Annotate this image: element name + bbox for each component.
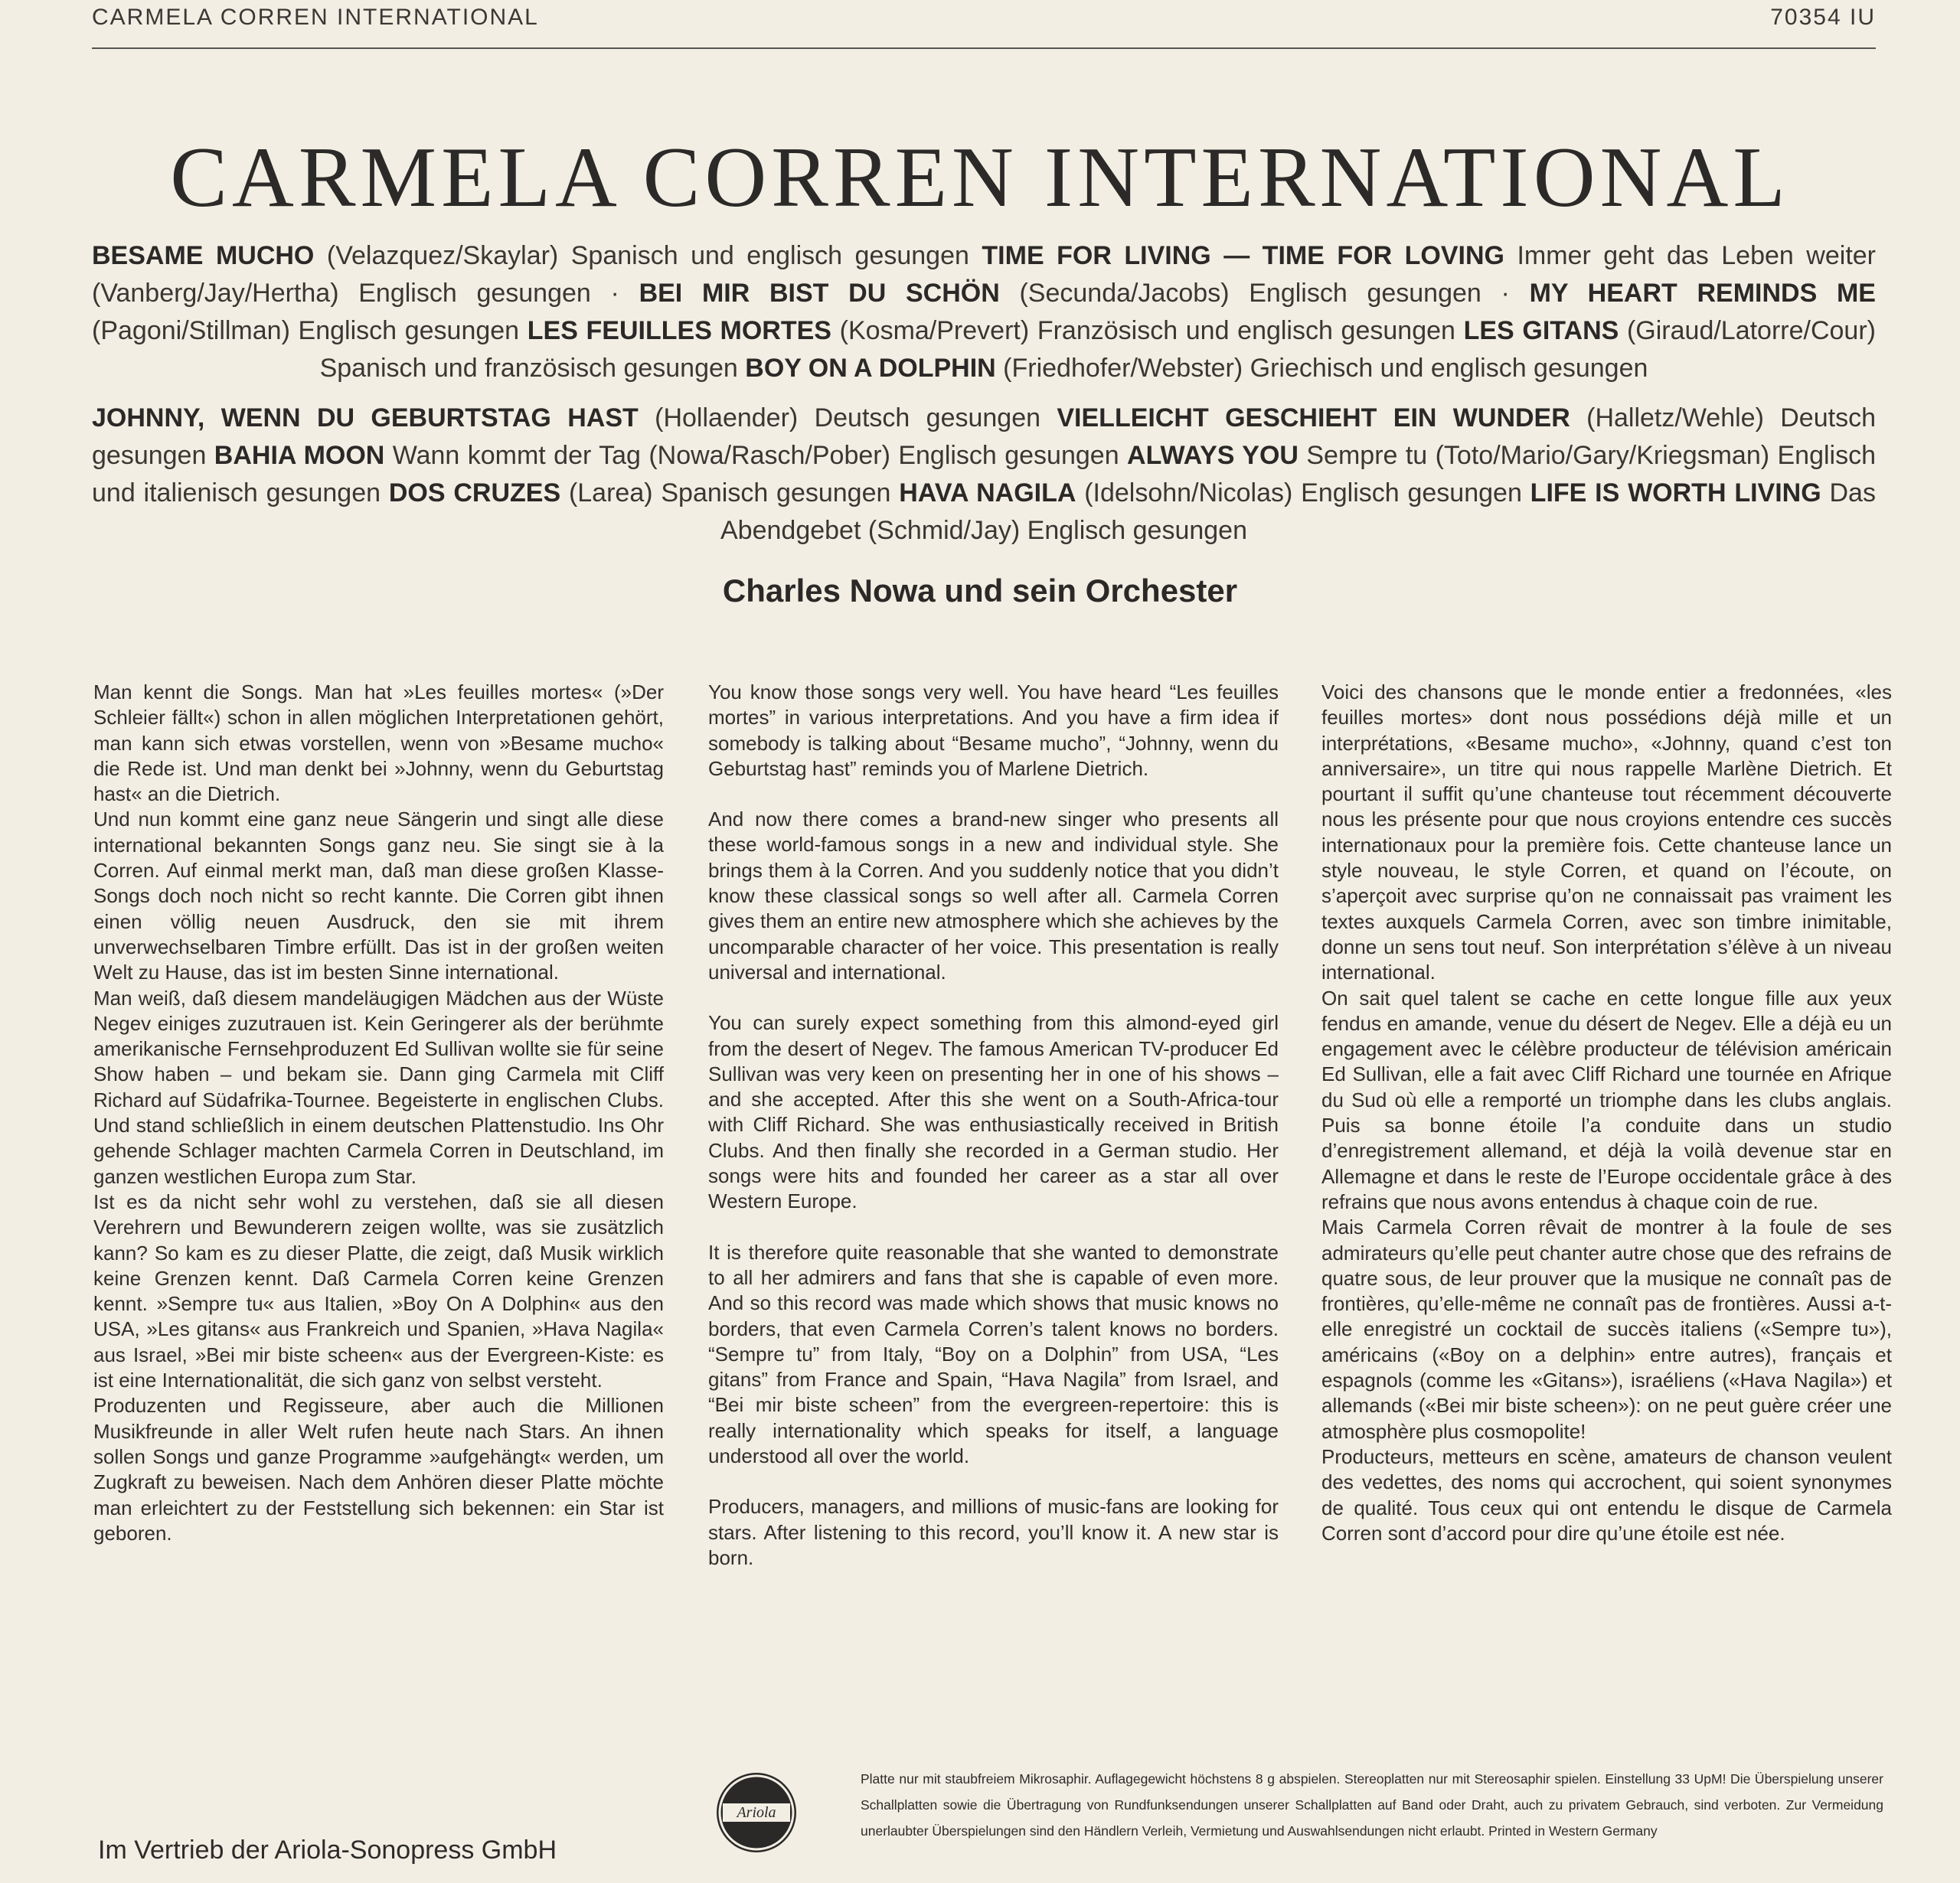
track-item [92,403,1057,432]
track-group-1 [92,237,1876,387]
track-title: MY HEART REMINDS ME [1529,279,1876,308]
liner-notes-german [93,680,664,1546]
liner-paragraph: Ist es da nicht sehr wohl zu verstehen, daß sie all diesen Verehrern und Bewunderern zeigen wollte, was sie zusätzlich kann? So kam es zu dieser Platte, die zeigt, daß Musik wirklich keine Grenzen kennt. Daß Carmela Corren keine Grenzen kennt. »Sempre tu« aus Italien, »Boy On A Dolphin« aus den USA, »Les gitans« aus Frankreich und Spanien, »Hava Nagila« aus Israel, »Bei mir biste scheen« aus der Evergreen-Kiste: es ist eine Internationalität, die sich ganz von selbst versteht. [93,1190,664,1392]
track-title: BOY ON A DOLPHIN [745,354,996,383]
track-credit: Wann kommt der Tag (Nowa/Rasch/Pober) Englisch gesungen [384,441,1128,470]
album-title: CARMELA CORREN INTERNATIONAL [170,130,1790,225]
track-title: JOHNNY, WENN DU GEBURTSTAG HAST [92,403,639,432]
track-group-2 [92,400,1876,550]
liner-paragraph: Mais Carmela Corren rêvait de montrer à la foule de ses admirateurs qu’elle peut chanter autre chose que des refrains de quatre sous, de leur prouver que la musique ne connaît pas de frontières, qu’elle-même ne connaît pas de frontières. Aussi a-t-elle enregistré un cocktail de succès italiens («Sempre tu»), américains («Boy on a delphin» entre autres), français et espagnols (comme les «Gitans»), israéliens («Hava Nagila») et allemands («Bei mir biste scheen»): on ne peut guère créer une atmosphère plus cosmopolite! [1321,1216,1892,1443]
track-item [639,279,1501,308]
track-credit: (Larea) Spanisch gesungen [560,478,900,507]
track-credit: Sempre tu (Toto/Mario/Gary/Kriegsman) Englisch und italienisch gesungen [92,441,1876,507]
track-item [389,478,899,507]
liner-paragraph: It is therefore quite reasonable that she wanted to demonstrate to all her admirers and fans that she is capable of even more. And so this record was made which shows that music knows no borders, that even Carmela Corren’s talent knows no borders. “Sempre tu” from Italy, “Boy on a Dolphin” from USA, “Les gitans” from France and Spain, “Hava Nagila” from Israel, and “Bei mir biste scheen” from the evergreen-repertoire: this is really internationality which speaks for itself, a language understood all over the world. [708,1240,1279,1468]
liner-paragraph: Man weiß, daß diesem mandeläugigen Mädchen aus der Wüste Negev einiges zuzutrauen ist. Kein Geringerer als der berühmte amerikanische Fernsehproduzent Ed Sullivan wollte sie für seine Show haben – und bekam sie. Dann ging Carmela mit Cliff Richard auf Südafrika-Tournee. Begeisterte in englischen Clubs. Und stand schließlich in einem deutschen Plattenstudio. Ins Ohr gehende Schlager machten Carmela Corren in Deutschland, im ganzen westlichen Europa zum Star. [93,986,664,1188]
liner-notes-french [1321,680,1892,1546]
track-title: BEI MIR BIST DU SCHÖN [639,279,1000,308]
track-title: LIFE IS WORTH LIVING [1530,478,1821,507]
track-credit: Immer geht das Leben weiter (Vanberg/Jay/Hertha) Englisch gesungen [92,241,1877,308]
liner-paragraph: Man kennt die Songs. Man hat »Les feuilles mortes« (»Der Schleier fällt«) schon in allen möglichen Interpretationen gehört, man kann sich etwas vorstellen, wenn von »Besame mucho« die Rede ist. Und man denkt bei »Johnny, wenn du Geburtstag hast« an die Dietrich. [93,680,664,806]
track-item [899,478,1530,507]
track-item [528,316,1464,345]
liner-paragraph: Produzenten und Regisseure, aber auch die Millionen Musikfreunde in aller Welt rufen heute nach Stars. An ihnen sollen Songs und ganze Programme »aufgehängt« werden, um Zugkraft zu beweisen. Nach dem Anhören dieser Platte möchte man erleichtert zu der Feststellung sich bekennen: ein Star ist geboren. [93,1394,664,1545]
ariola-logo [717,1773,796,1852]
track-credit: (Hollaender) Deutsch gesungen [638,403,1057,432]
track-credit: (Velazquez/Skaylar) Spanisch und englisch gesungen [314,241,982,270]
liner-paragraph: And now there comes a brand-new singer who presents all these world-famous songs in a new and individual style. She brings them à la Corren. And you suddenly notice that you didn’t know these classical songs so well after all. Carmela Corren gives them an entire new atmosphere which she achieves by the uncomparable character of her voice. This presentation is really universal and international. [708,808,1279,984]
track-credit: (Giraud/Latorre/Cour) Spanisch und französisch gesungen [319,316,1876,383]
liner-paragraph: Und nun kommt eine ganz neue Sängerin und singt alle diese international bekannten Songs ganz neu. Sie singt sie à la Corren. Auf einmal merkt man, daß man diese großen Klasse-Songs doch noch nicht so recht kannte. Die Corren gibt ihnen einen völlig neuen Ausdruck, den sie mit ihrem unverwechselbaren Timbre erfüllt. Das ist in der großen weiten Welt zu Hause, das ist im besten Sinne international. [93,808,664,984]
liner-paragraph: Voici des chansons que le monde entier a fredonnées, «les feuilles mortes» dont nous possédions déjà mille et un interprétations, «Besame mucho», «Johnny, quand c’est ton anniversaire», un titre qui nous rappelle Marlène Dietrich. Et pourtant il suffit qu’une chanteuse tout récemment découverte nous les présente pour que nous croyions entendre ces succès internationaux pour la première fois. Cette chanteuse lance un style nouveau, le style Corren, et quand on l’écoute, on s’aperçoit avec surprise qu’on ne connaissait pas vraiment les textes auxquels Carmela Corren, avec son timbre inimitable, donne un sens tout neuf. Son interprétation s’élève à un niveau international. [1321,680,1892,984]
track-separator: · [610,279,619,308]
track-title: BAHIA MOON [214,441,385,470]
legal-notice: Platte nur mit staubfreiem Mikrosaphir. Auflagegewicht höchstens 8 g abspielen. Stereoplatten nur mit Stereosaphir spielen. Einstellung 33 UpM! Die Überspielung unserer Schallplatten sowie die Übertragung von Rundfunksendungen unserer Schallplatten auf Band oder Draht, auch zu privatem Gebrauch, sind verboten. Zur Vermeidung unerlaubter Überspielungen sind den Händlern Verleih, Vermietung und Auswahlsendungen nicht erlaubt. Printed in Western Germany [861,1771,1883,1839]
track-item [92,241,982,270]
track-credit: (Halletz/Wehle) Deutsch gesungen [92,403,1876,470]
liner-paragraph: Producers, managers, and millions of music-fans are looking for stars. After listening to this record, you’ll know it. A new star is born. [708,1495,1279,1569]
liner-paragraph: You know those songs very well. You have heard “Les feuilles mortes” in various interpretations. And you have a firm idea if somebody is talking about “Besame mucho”, “Johnny, wenn du Geburtstag hast” reminds you of Marlene Dietrich. [708,680,1279,780]
track-listing [92,237,1876,562]
track-item [745,354,1648,383]
track-credit: Das Abendgebet (Schmid/Jay) Englisch gesungen [720,478,1876,545]
liner-paragraph: Producteurs, metteurs en scène, amateurs de chanson veulent des vedettes, des noms qui accrochent, qui soient synonymes de qualité. Tous ceux qui ont entendu le disque de Carmela Corren sont d’accord pour dire qu’une étoile est née. [1321,1444,1892,1545]
track-title: BESAME MUCHO [92,241,315,270]
track-credit: (Secunda/Jacobs) Englisch gesungen [999,279,1501,308]
header-album-name: CARMELA CORREN INTERNATIONAL [92,5,539,30]
track-title: LES FEUILLES MORTES [527,316,831,345]
track-title: VIELLEICHT GESCHIEHT EIN WUNDER [1057,403,1570,432]
liner-paragraph: On sait quel talent se cache en cette longue fille aux yeux fendus en amande, venue du désert de Negev. Elle a déjà eu un engagement avec le célèbre producteur de télévision américain Ed Sullivan, elle a fait avec Cliff Richard une tournée en Afrique du Sud où elle a remporté un triomphe dans les clubs anglais. Puis sa bonne étoile l’a conduite dans un studio d’enregistrement allemand, et déjà la voilà devenue star en Allemagne et dans le reste de l’Europe occidentale grâce à des refrains que nous avons entendus à chaque coin de rue. [1321,986,1892,1213]
track-credit: (Idelsohn/Nicolas) Englisch gesungen [1076,478,1530,507]
track-title: ALWAYS YOU [1127,441,1298,470]
header-catalog-number: 70354 IU [1770,5,1876,30]
track-title: TIME FOR LIVING — TIME FOR LOVING [982,241,1504,270]
track-title: HAVA NAGILA [899,478,1076,507]
track-credit: (Kosma/Prevert) Französisch und englisch gesungen [831,316,1464,345]
liner-paragraph: You can surely expect something from this almond-eyed girl from the desert of Negev. The famous American TV-producer Ed Sullivan was very keen on presenting her in one of his shows – and she accepted. After this she went on a South-Africa-tour with Cliff Richard. She was enthusiastically received in British Clubs. And then finally she recorded in a German studio. Her songs were hits and founded her career as a star all over Western Europe. [708,1011,1279,1213]
distributor-credit: Im Vertrieb der Ariola-Sonopress GmbH [98,1836,557,1865]
track-item [214,441,1127,470]
header-divider [92,47,1876,49]
track-credit: (Friedhofer/Webster) Griechisch und englisch gesungen [995,354,1648,383]
ariola-logo-icon [717,1773,796,1852]
track-title: DOS CRUZES [388,478,561,507]
ariola-logo-text: Ariola [737,1804,776,1821]
track-title: LES GITANS [1463,316,1619,345]
track-separator: · [1501,279,1510,308]
orchestra-credit: Charles Nowa und sein Orchester [722,573,1238,609]
liner-notes-english [708,680,1279,1571]
track-credit: (Pagoni/Stillman) Englisch gesungen [92,316,528,345]
